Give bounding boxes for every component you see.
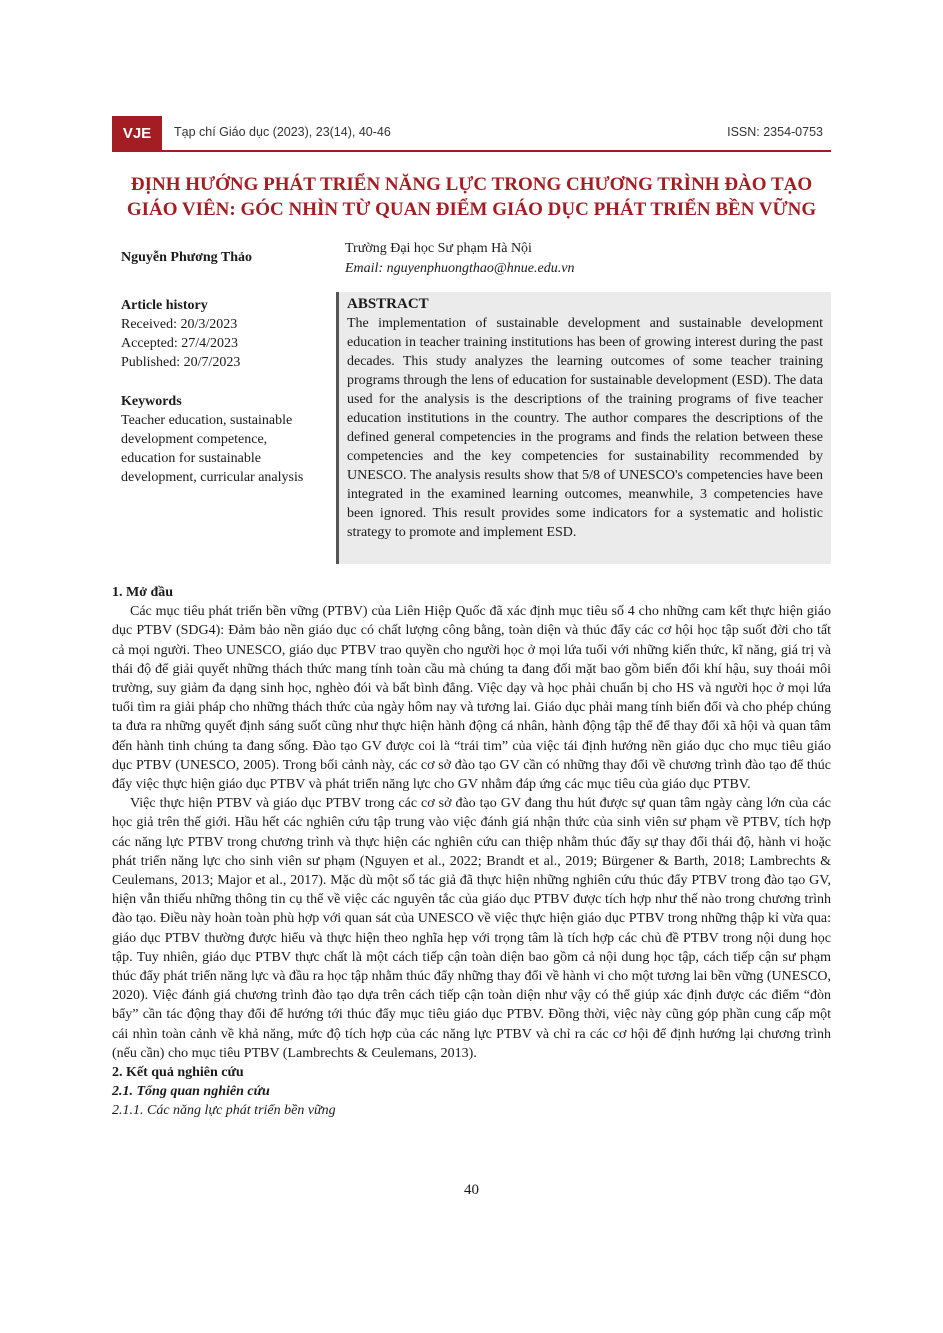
- abstract-heading: ABSTRACT: [347, 296, 429, 312]
- accepted-date: Accepted: 27/4/2023: [121, 336, 239, 351]
- issn: ISSN: 2354-0753: [727, 125, 823, 139]
- vje-logo: VJE: [112, 116, 162, 150]
- author-name: Nguyễn Phương Thảo: [121, 250, 253, 265]
- abstract-text: The implementation of sustainable development and sustainable development education in teacher training institutions has been of growing interest during the past decades. This study analyzes the learning outcomes of some teacher training programs through the lens of education for sustainable development (ESD). The data used for the analysis is the descriptions of the training programs of five teacher education institutions in the country. The author compares the descriptions of the defined general competencies in the programs and finds the relation between these competencies and the key competencies for sustainability recommended by UNESCO. The analysis results show that 5/8 of UNESCO's competencies have been integrated in the examined learning outcomes, meanwhile, 3 competencies have been ignored. This result provides some indicators for a systematic and holistic strategy to promote and implement ESD.: [347, 316, 823, 540]
- keywords-heading: Keywords: [121, 394, 182, 409]
- article-meta-column: [121, 296, 321, 487]
- article-body: [112, 583, 831, 1121]
- section-heading-1: 1. Mở đầu: [112, 585, 174, 600]
- affiliation: Trường Đại học Sư phạm Hà Nội: [345, 241, 532, 256]
- title-line-1: ĐỊNH HƯỚNG PHÁT TRIỂN NĂNG LỰC TRONG CHƯƠNG TRÌNH ĐÀO TẠO: [130, 174, 813, 195]
- section-heading-2: 2. Kết quả nghiên cứu: [112, 1065, 244, 1081]
- page-number: 40: [464, 1182, 479, 1198]
- keywords-text: Teacher education, sustainable development competence, education for sustainable development, curricular analysis: [121, 413, 304, 485]
- paragraph-2: Việc thực hiện PTBV và giáo dục PTBV trong các cơ sở đào tạo GV đang thu hút được sự quan tâm ngày càng lớn của các học giả trên thế giới. Hầu hết các nghiên cứu tập trung vào việc đánh giá nhận thức của sinh viên sư phạm về PTBV, tích hợp các năng lực PTBV trong chương trình và thực hiện các nghiên cứu can thiệp nhằm thúc đẩy sự thay đổi thái độ, hành vi hoặc phát triển năng lực cho sinh viên sư phạm (Nguyen et al., 2022; Brandt et al., 2019; Bürgener & Barth, 2018; Lambrechts & Ceulemans, 2013; Major et al., 2017). Mặc dù một số tác giả đã thực hiện những nghiên cứu thúc đẩy PTBV trong đào tạo GV, hiện vẫn thiếu những thông tin cụ thể về việc các nguyên tắc của giáo dục PTBV được tích hợp như thế nào trong chương trình đào tạo. Điều này hoàn toàn phù hợp với quan sát của UNESCO về việc thực hiện giáo dục PTBV trong những thập kỉ vừa qua: giáo dục PTBV thường được hiểu và thực hiện theo nghĩa hẹp với trọng tâm là tích hợp các chủ đề PTBV trong nội dung học tập. Tuy nhiên, giáo dục PTBV thực chất là một cách tiếp cận toàn diện bao gồm cả nội dung học tập, cách tiếp cận sư phạm thúc đẩy phát triển năng lực và đầu ra học tập nhằm thúc đẩy những thay đổi về hành vi cho một tương lai bền vững (UNESCO, 2020). Việc đánh giá chương trình đào tạo dựa trên cách tiếp cận toàn diện như vậy có thể giúp xác định được các điểm “đòn bẩy” cần tác động thay đổi để hướng tới thúc đẩy mục tiêu giáo dục PTBV. Đồng thời, việc này cũng góp phần cung cấp một cái nhìn toàn cảnh về khả năng, mức độ tích hợp của các năng lực PTBV và chỉ ra các cơ hội để định hướng lại chương trình (nếu cần) cho mục tiêu PTBV (Lambrechts & Ceulemans, 2013).: [112, 796, 831, 1061]
- journal-header: [112, 116, 831, 152]
- title-line-2: GIÁO VIÊN: GÓC NHÌN TỪ QUAN ĐIỂM GIÁO DỤC PHÁT TRIỂN BỀN VỮNG: [126, 199, 817, 220]
- journal-citation: Tạp chí Giáo dục (2023), 23(14), 40-46: [174, 125, 391, 139]
- article-history-heading: Article history: [121, 298, 208, 313]
- article-title: [112, 172, 831, 222]
- subsubsection-heading-2-1-1: 2.1.1. Các năng lực phát triển bền vững: [112, 1103, 336, 1119]
- paragraph-1: Các mục tiêu phát triển bền vững (PTBV) của Liên Hiệp Quốc đã xác định mục tiêu số 4 cho những cam kết thực hiện giáo dục PTBV (SDG4): Đảm bảo nền giáo dục có chất lượng công bằng, toàn diện và thúc đẩy các cơ hội học tập suốt đời cho tất cả mọi người. Theo UNESCO, giáo dục PTBV trao quyền cho người học ở mọi lứa tuổi với những kiến thức, kĩ năng, giá trị và thái độ để giải quyết những thách thức mang tính toàn cầu mà chúng ta đang đối mặt bao gồm biến đổi khí hậu, suy thoái môi trường, suy giảm đa dạng sinh học, nghèo đói và bất bình đẳng. Việc dạy và học phải chuẩn bị cho HS và người học ở mọi lứa tuổi tìm ra giải pháp cho những thách thức của ngày hôm nay và tương lai. Giáo dục phải mang tính biến đổi và cho phép chúng ta đưa ra những quyết định sáng suốt cũng như thực hiện hành động cá nhân, hành động tập thể để thay đổi xã hội và quan tâm đến hành tinh chúng ta đang sống. Đào tạo GV được coi là “trái tim” của việc tái định hướng nền giáo dục cho mục tiêu giáo dục PTBV (UNESCO, 2005). Trong bối cảnh này, các cơ sở đào tạo GV cần có những thay đổi về chương trình đào tạo để thúc đẩy việc thực hiện giáo dục PTBV và phát triển năng lực cho GV nhằm đáp ứng các mục tiêu của giáo dục PTBV.: [112, 604, 831, 793]
- received-date: Received: 20/3/2023: [121, 317, 238, 332]
- abstract-box: [336, 292, 831, 564]
- published-date: Published: 20/7/2023: [121, 355, 241, 370]
- author-affiliation-block: [345, 239, 574, 279]
- author-email: Email: nguyenphuongthao@hnue.edu.vn: [345, 261, 575, 276]
- subsection-heading-2-1: 2.1. Tổng quan nghiên cứu: [112, 1084, 270, 1100]
